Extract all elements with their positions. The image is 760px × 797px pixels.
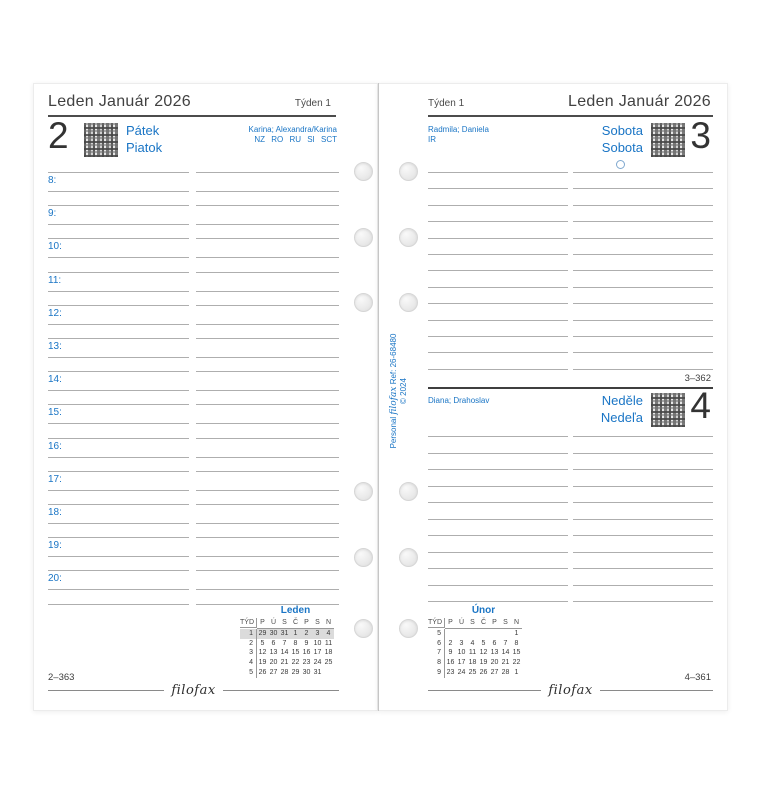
ruled-line	[573, 601, 713, 602]
hour-label: 18:	[48, 507, 62, 518]
ruled-line	[573, 336, 713, 337]
ruled-line	[196, 423, 339, 424]
mini-calendar-day-cell: 30	[302, 668, 311, 676]
hour-label: 8:	[48, 175, 57, 186]
ruled-line	[573, 352, 713, 353]
mini-calendar-day-cell: 24	[313, 659, 322, 667]
mini-calendar-day-cell: 19	[479, 659, 488, 667]
mini-calendar-day-cell	[478, 629, 489, 639]
mini-calendar-day-cell	[323, 668, 334, 678]
mini-calendar-day-cell: 18	[324, 649, 333, 657]
spine-brand: filofax	[389, 386, 399, 415]
ruled-line	[573, 188, 713, 189]
hour-grid	[34, 172, 377, 612]
mini-calendar-day-cell: 16	[302, 649, 311, 657]
mini-calendar-day-cell: 9	[448, 649, 453, 657]
day-name-czech: Neděle	[601, 393, 643, 408]
mini-calendar-week-number: 5	[428, 629, 445, 639]
mini-calendar-header-cell: S	[467, 618, 478, 629]
hour-label: 16:	[48, 440, 62, 452]
ruled-line	[573, 585, 713, 586]
ruled-line	[48, 604, 189, 605]
ruled-line	[573, 436, 713, 437]
mini-calendar-day-cell: 23	[302, 659, 311, 667]
ruled-line	[428, 469, 568, 470]
ruled-line	[428, 535, 568, 536]
mini-calendar-header-cell: P	[445, 618, 456, 629]
mini-calendar-day-cell: 9	[304, 639, 309, 647]
mini-calendar-day-cell: 1	[514, 668, 519, 676]
ruled-line	[428, 436, 568, 437]
filofax-logo: filofax	[548, 682, 593, 698]
binder-hole-icon	[399, 548, 418, 567]
mini-calendar-header-cell: S	[312, 618, 323, 629]
mini-calendar-day-cell: 15	[512, 649, 521, 657]
holiday-codes: IR	[428, 135, 436, 144]
ruled-line	[48, 404, 189, 405]
filofax-logo: filofax	[171, 682, 216, 698]
ruled-line	[48, 257, 189, 258]
ruled-line	[196, 523, 339, 524]
ruled-line	[428, 601, 568, 602]
ruled-line	[196, 205, 339, 206]
mini-calendar-week-number: 8	[428, 658, 445, 668]
mini-calendar-title: Leden	[280, 605, 311, 616]
mini-calendar-day-cell: 12	[258, 649, 267, 657]
day-name-slovak: Piatok	[126, 140, 163, 155]
mini-calendar-day-cell: 24	[457, 668, 466, 676]
binder-hole-icon	[399, 228, 418, 247]
mini-calendar-day-cell: 20	[269, 659, 278, 667]
ruled-line	[48, 291, 189, 292]
right-page	[378, 83, 728, 711]
mini-calendar-day-cell: 8	[293, 639, 298, 647]
mini-calendar-week-number: 4	[240, 658, 257, 668]
ruled-line	[573, 221, 713, 222]
ruled-line	[196, 224, 339, 225]
qr-code-icon	[651, 393, 685, 427]
binder-hole-icon	[354, 482, 373, 501]
mini-calendar-week-number: 5	[240, 668, 257, 678]
mini-calendar-table	[240, 618, 334, 678]
ruled-line	[573, 172, 713, 173]
mini-calendar-day-cell: 7	[503, 639, 508, 647]
binder-hole-icon	[354, 162, 373, 181]
mini-calendar-header-cell: P	[489, 618, 500, 629]
mini-calendar-day-cell: 23	[446, 668, 455, 676]
day-name-slovak: Nedeľa	[600, 410, 643, 425]
ruled-line	[196, 570, 339, 571]
mini-calendar-day-cell: 12	[479, 649, 488, 657]
page-gutter-line	[378, 83, 379, 711]
mini-calendar-header-cell: TÝD	[240, 618, 257, 628]
hour-label: 19:	[48, 540, 62, 552]
ruled-line	[428, 352, 568, 353]
ruled-line	[48, 371, 189, 372]
spine-size-label: Personal	[389, 416, 398, 449]
mini-calendar-day-cell: 18	[468, 659, 477, 667]
ruled-line	[573, 369, 713, 370]
mini-calendar-header-cell: N	[323, 618, 334, 629]
ruled-line	[196, 371, 339, 372]
ruled-line	[196, 291, 339, 292]
ruled-line	[48, 172, 189, 173]
mini-calendar-day-cell: 22	[291, 659, 300, 667]
ruled-line	[196, 556, 339, 557]
hour-label: 9:	[48, 208, 57, 220]
ruled-line	[48, 272, 189, 273]
mini-calendar-day-cell: 1	[290, 629, 301, 639]
mini-calendar-header-cell: Č	[478, 618, 489, 629]
ruled-line	[48, 357, 189, 358]
nameday-names: Radmila; Daniela	[428, 125, 489, 134]
hour-label: 12:	[48, 307, 62, 319]
ruled-line	[196, 238, 339, 239]
day-divider-rule	[428, 387, 713, 389]
mini-calendar-day-cell: 8	[514, 639, 519, 647]
ruled-line	[48, 423, 189, 424]
mini-calendar-day-cell	[500, 629, 511, 639]
mini-calendar-week-number: 1	[240, 629, 257, 639]
page-marker: 2–363	[48, 672, 75, 683]
ruled-line	[428, 172, 568, 173]
mini-calendar-day-cell: 11	[468, 649, 477, 657]
binder-hole-icon	[399, 619, 418, 638]
ruled-line	[428, 453, 568, 454]
ruled-line	[428, 519, 568, 520]
day-number: 4	[690, 385, 711, 426]
ruled-line	[196, 457, 339, 458]
ruled-line	[573, 205, 713, 206]
ruled-line	[573, 519, 713, 520]
ruled-line	[573, 270, 713, 271]
mini-calendar-day-cell: 21	[501, 659, 510, 667]
mini-calendar-day-cell: 25	[324, 659, 333, 667]
footer	[48, 682, 339, 698]
mini-calendar-day-cell: 20	[490, 659, 499, 667]
hour-label: 13:	[48, 341, 62, 352]
mini-calendar-day-cell: 13	[490, 649, 499, 657]
ruled-line	[428, 254, 568, 255]
ruled-line	[428, 369, 568, 370]
ruled-line	[48, 504, 189, 505]
ruled-line	[48, 205, 189, 206]
footer-rule	[48, 690, 164, 691]
ruled-line	[48, 438, 189, 439]
mini-calendar-day-cell: 3	[459, 639, 464, 647]
mini-calendar-day-cell: 14	[280, 649, 289, 657]
ruled-line	[428, 238, 568, 239]
mini-calendar-header-cell: P	[257, 618, 268, 629]
binder-hole-icon	[399, 162, 418, 181]
ruled-line	[196, 589, 339, 590]
ruled-line	[196, 471, 339, 472]
mini-calendar-day-cell: 29	[291, 668, 300, 676]
mini-calendar-day-cell: 6	[492, 639, 497, 647]
saturday-lines	[379, 172, 727, 382]
mini-calendar-day-cell: 5	[481, 639, 486, 647]
ruled-line	[196, 504, 339, 505]
footer-rule	[223, 690, 339, 691]
footer	[428, 682, 713, 698]
ruled-line	[48, 556, 189, 557]
mini-calendar-day-cell: 27	[269, 668, 278, 676]
binder-hole-icon	[354, 228, 373, 247]
day-names	[126, 122, 162, 156]
ruled-line	[573, 535, 713, 536]
page-marker: 3–362	[684, 373, 711, 384]
ruled-line	[428, 221, 568, 222]
qr-code-icon	[651, 123, 685, 157]
spine-ref: Ref: 26-68480	[389, 333, 398, 385]
mini-calendar-day-cell: 26	[258, 668, 267, 676]
mini-calendar-day-cell	[456, 629, 467, 639]
mini-calendar-january	[240, 605, 334, 678]
mini-calendar-day-cell: 10	[313, 639, 322, 647]
day-number: 3	[690, 115, 711, 156]
spine-text	[389, 334, 409, 449]
ruled-line	[196, 490, 339, 491]
moon-phase-icon	[616, 160, 625, 169]
mini-calendar-day-cell: 31	[313, 668, 322, 676]
ruled-line	[573, 568, 713, 569]
mini-calendar-day-cell: 29	[258, 629, 267, 637]
ruled-line	[573, 502, 713, 503]
mini-calendar-header-cell: Č	[290, 618, 301, 629]
mini-calendar-header-cell: TÝD	[428, 618, 445, 628]
mini-calendar-day-cell: 31	[280, 629, 289, 637]
mini-calendar-day-cell: 2	[448, 639, 453, 647]
hour-label: 10:	[48, 241, 62, 253]
sunday-lines	[379, 436, 727, 611]
mini-calendar-february	[428, 605, 522, 678]
namedays-block	[428, 396, 489, 406]
day-name-czech: Sobota	[601, 123, 643, 138]
ruled-line	[196, 324, 339, 325]
mini-calendar-day-cell: 16	[446, 659, 455, 667]
ruled-line	[48, 457, 189, 458]
ruled-line	[573, 469, 713, 470]
ruled-line	[48, 523, 189, 524]
page-title: Leden Január 2026	[568, 93, 711, 110]
ruled-line	[428, 568, 568, 569]
page-title: Leden Január 2026	[48, 93, 191, 110]
mini-calendar-day-cell: 25	[468, 668, 477, 676]
left-page	[33, 83, 378, 711]
ruled-line	[196, 305, 339, 306]
spine-product-line	[389, 334, 399, 449]
ruled-line	[573, 303, 713, 304]
ruled-line	[196, 172, 339, 173]
ruled-line	[428, 552, 568, 553]
mini-calendar-header-cell: Ú	[456, 618, 467, 629]
mini-calendar-day-cell: 17	[313, 649, 322, 657]
ruled-line	[196, 357, 339, 358]
ruled-line	[428, 320, 568, 321]
day-number: 2	[48, 115, 69, 156]
mini-calendar-week-number: 3	[240, 648, 257, 658]
day-name-czech: Pátek	[126, 123, 160, 138]
spine-copyright: © 2024	[399, 378, 408, 404]
ruled-line	[573, 552, 713, 553]
binder-hole-icon	[354, 548, 373, 567]
footer-rule	[428, 690, 541, 691]
ruled-line	[196, 272, 339, 273]
mini-calendar-day-cell: 14	[501, 649, 510, 657]
ruled-line	[428, 336, 568, 337]
mini-calendar-day-cell: 2	[301, 629, 312, 639]
ruled-line	[48, 305, 189, 306]
ruled-line	[196, 338, 339, 339]
ruled-line	[48, 224, 189, 225]
mini-calendar-day-cell: 13	[269, 649, 278, 657]
namedays-block	[428, 125, 489, 145]
ruled-line	[48, 589, 189, 590]
ruled-line	[428, 188, 568, 189]
ruled-line	[196, 390, 339, 391]
ruled-line	[573, 453, 713, 454]
mini-calendar-day-cell: 22	[512, 659, 521, 667]
mini-calendar-week-number: 6	[428, 639, 445, 649]
mini-calendar-day-cell: 17	[457, 659, 466, 667]
ruled-line	[48, 537, 189, 538]
mini-calendar-header-cell: P	[301, 618, 312, 629]
ruled-line	[428, 270, 568, 271]
hour-label: 15:	[48, 407, 62, 419]
mini-calendar-day-cell: 4	[470, 639, 475, 647]
mini-calendar-day-cell	[489, 629, 500, 639]
mini-calendar-day-cell: 27	[490, 668, 499, 676]
week-label: Týden 1	[294, 98, 331, 109]
page-marker: 4–361	[684, 672, 711, 683]
mini-calendar-table	[428, 618, 522, 678]
ruled-line	[48, 324, 189, 325]
ruled-line	[48, 238, 189, 239]
mini-calendar-header-cell: Ú	[268, 618, 279, 629]
hour-label: 17:	[48, 473, 62, 485]
mini-calendar-day-cell: 5	[260, 639, 265, 647]
ruled-line	[573, 320, 713, 321]
week-label: Týden 1	[428, 98, 465, 109]
header-rule	[48, 115, 336, 117]
mini-calendar-header-cell: S	[279, 618, 290, 629]
mini-calendar-week-number: 9	[428, 668, 445, 678]
mini-calendar-week-number: 7	[428, 648, 445, 658]
ruled-line	[573, 486, 713, 487]
ruled-line	[428, 502, 568, 503]
mini-calendar-header-cell: S	[500, 618, 511, 629]
ruled-line	[48, 338, 189, 339]
mini-calendar-day-cell: 11	[324, 639, 333, 647]
mini-calendar-title: Únor	[471, 605, 496, 616]
binder-hole-icon	[399, 293, 418, 312]
footer-rule	[600, 690, 713, 691]
mini-calendar-day-cell: 28	[501, 668, 510, 676]
holiday-codes: NZ RO RU SI SCT	[254, 135, 337, 144]
hour-label: 11:	[48, 274, 62, 286]
mini-calendar-day-cell: 4	[323, 629, 334, 639]
mini-calendar-day-cell: 19	[258, 659, 267, 667]
ruled-line	[196, 257, 339, 258]
namedays-block	[249, 125, 338, 145]
nameday-names: Diana; Drahoslav	[428, 396, 490, 405]
mini-calendar-day-cell: 6	[271, 639, 276, 647]
ruled-line	[196, 537, 339, 538]
binder-hole-icon	[399, 482, 418, 501]
ruled-line	[428, 585, 568, 586]
binder-hole-icon	[354, 293, 373, 312]
ruled-line	[48, 191, 189, 192]
ruled-line	[48, 390, 189, 391]
ruled-line	[196, 191, 339, 192]
day-names	[602, 122, 643, 156]
mini-calendar-day-cell: 21	[280, 659, 289, 667]
binder-hole-icon	[354, 619, 373, 638]
mini-calendar-day-cell: 10	[457, 649, 466, 657]
mini-calendar-day-cell: 30	[269, 629, 278, 637]
mini-calendar-day-cell: 26	[479, 668, 488, 676]
ruled-line	[428, 287, 568, 288]
ruled-line	[573, 238, 713, 239]
qr-code-icon	[84, 123, 118, 157]
header-rule	[428, 115, 713, 117]
ruled-line	[196, 438, 339, 439]
day-name-slovak: Sobota	[601, 140, 643, 155]
ruled-line	[428, 303, 568, 304]
ruled-line	[573, 287, 713, 288]
ruled-line	[428, 205, 568, 206]
mini-calendar-day-cell	[445, 629, 456, 639]
mini-calendar-day-cell: 7	[282, 639, 287, 647]
ruled-line	[48, 570, 189, 571]
mini-calendar-header-cell: N	[511, 618, 522, 629]
mini-calendar-day-cell	[467, 629, 478, 639]
day-names	[601, 392, 643, 426]
mini-calendar-day-cell: 15	[291, 649, 300, 657]
ruled-line	[428, 486, 568, 487]
ruled-line	[48, 490, 189, 491]
mini-calendar-day-cell: 28	[280, 668, 289, 676]
ruled-line	[196, 404, 339, 405]
mini-calendar-day-cell: 3	[312, 629, 323, 639]
nameday-names: Karina; Alexandra/Karina	[248, 125, 337, 134]
mini-calendar-week-number: 2	[240, 639, 257, 649]
hour-label: 20:	[48, 573, 62, 585]
mini-calendar-day-cell: 1	[514, 629, 519, 637]
ruled-line	[573, 254, 713, 255]
hour-label: 14:	[48, 374, 62, 386]
ruled-line	[48, 471, 189, 472]
